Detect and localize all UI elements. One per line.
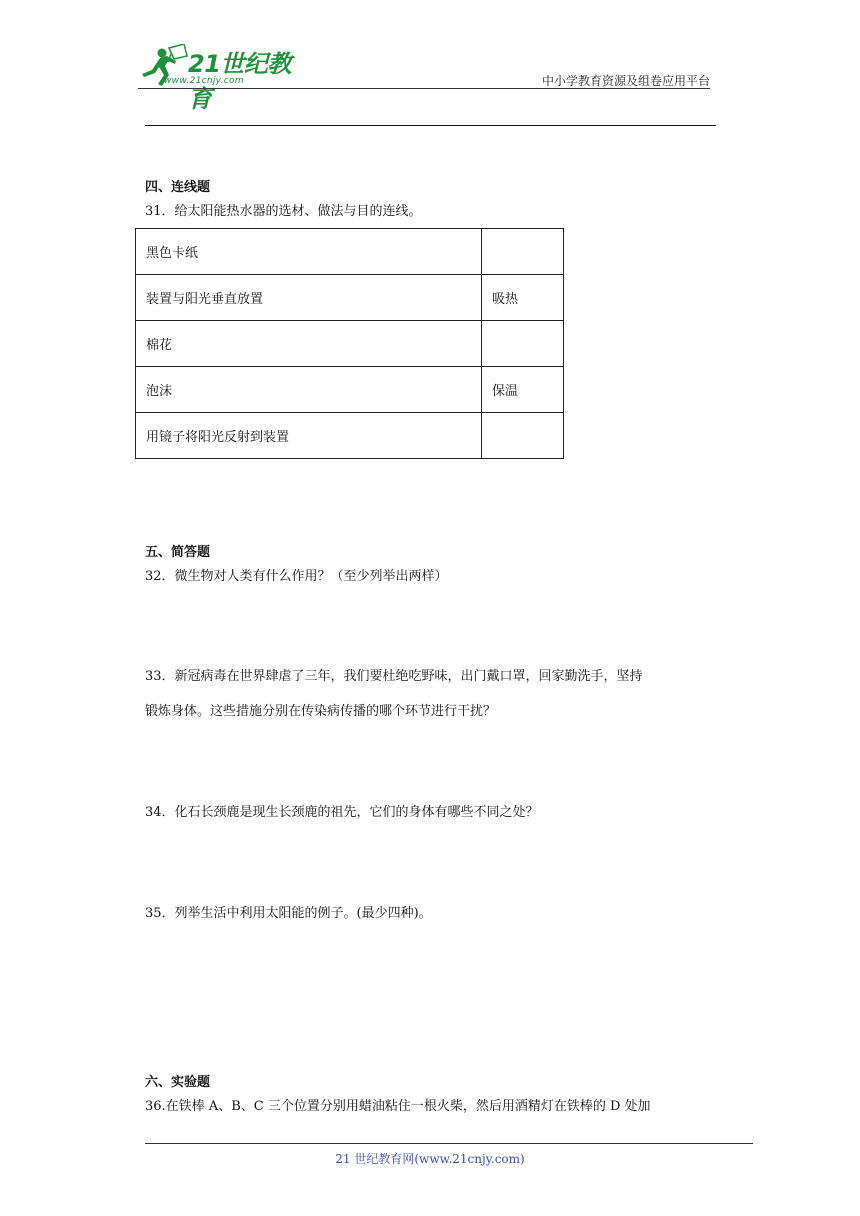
question-33-line-2: 锻炼身体。这些措施分别在传染病传播的哪个环节进行干扰？ bbox=[145, 704, 497, 719]
content-top-rule bbox=[145, 125, 716, 126]
question-36: 36.在铁棒 A、B、C 三个位置分别用蜡油粘住一根火柴，然后用酒精灯在铁棒的 D 处加 bbox=[145, 1099, 651, 1114]
question-34: 34．化石长颈鹿是现生长颈鹿的祖先，它们的身体有哪些不同之处？ bbox=[145, 805, 539, 820]
material-cell: 黑色卡纸 bbox=[136, 229, 482, 275]
table-row bbox=[136, 275, 564, 321]
table-row bbox=[136, 367, 564, 413]
material-cell: 棉花 bbox=[136, 321, 482, 367]
table-row bbox=[136, 321, 564, 367]
header-divider bbox=[138, 88, 710, 89]
question-35: 35．列举生活中利用太阳能的例子。(最少四种)。 bbox=[145, 906, 432, 921]
question-33-line-1: 33．新冠病毒在世界肆虐了三年，我们要杜绝吃野味，出门戴口罩，回家勤洗手，坚持 bbox=[145, 669, 643, 684]
platform-tagline: 中小学教育资源及组卷应用平台 bbox=[541, 74, 710, 88]
section-heading-experiment: 六、实验题 bbox=[145, 1075, 211, 1090]
material-cell: 装置与阳光垂直放置 bbox=[136, 275, 482, 321]
purpose-cell bbox=[482, 413, 564, 459]
question-31: 31．给太阳能热水器的选材、做法与目的连线。 bbox=[145, 204, 422, 219]
matching-table bbox=[135, 228, 564, 459]
logo-wordmark: 21世纪教育 bbox=[188, 50, 291, 113]
material-cell: 泡沫 bbox=[136, 367, 482, 413]
material-cell: 用镜子将阳光反射到装置 bbox=[136, 413, 482, 459]
section-heading-matching: 四、连线题 bbox=[145, 180, 211, 195]
footer-link[interactable]: 21 世纪教育网(www.21cnjy.com) bbox=[335, 1152, 525, 1166]
purpose-cell: 吸热 bbox=[482, 275, 564, 321]
footer-divider bbox=[145, 1143, 753, 1144]
section-heading-short-answer: 五、简答题 bbox=[145, 545, 211, 560]
question-32: 32．微生物对人类有什么作用？（至少列举出两样） bbox=[145, 569, 448, 584]
site-logo bbox=[138, 44, 308, 113]
logo-url: www.21cnjy.com bbox=[164, 76, 244, 86]
table-row bbox=[136, 413, 564, 459]
purpose-cell: 保温 bbox=[482, 367, 564, 413]
table-row bbox=[136, 229, 564, 275]
purpose-cell bbox=[482, 321, 564, 367]
purpose-cell bbox=[482, 229, 564, 275]
